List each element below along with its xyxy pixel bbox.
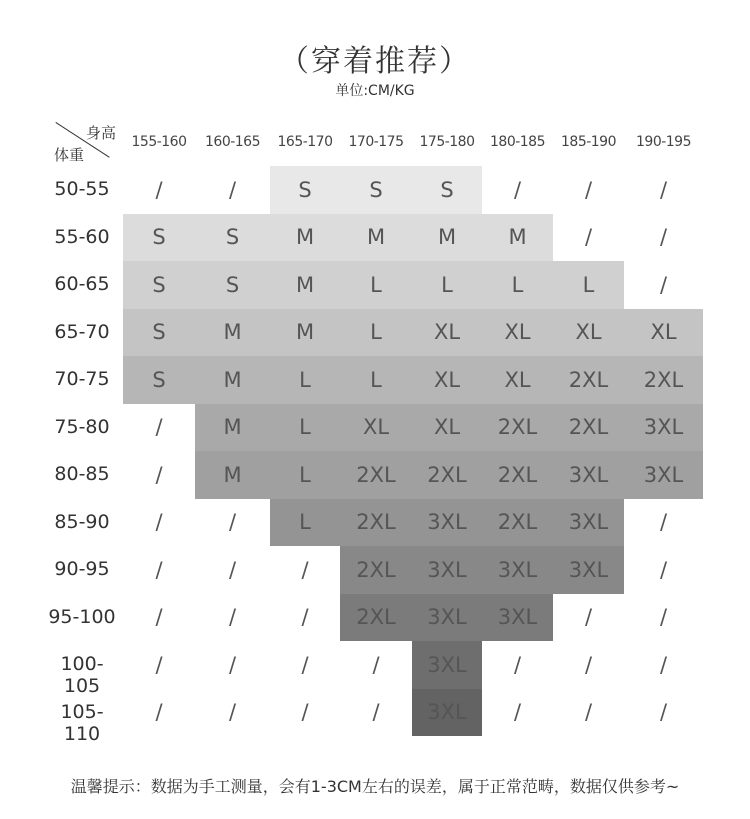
size-cell: M [270,309,340,357]
size-cell: S [195,214,270,262]
footnote: 温馨提示：数据为手工测量，会有1-3CM左右的误差，属于正常范畴，数据仅供参考~ [70,777,680,796]
size-cell: / [659,272,668,297]
size-cell: 3XL [412,546,482,594]
size-cell: 2XL [553,404,624,452]
column-header: 155-160 [131,134,187,150]
size-cell: 3XL [624,404,703,452]
row-header: 65-70 [54,320,110,343]
size-cell: M [270,214,340,262]
size-cell: / [659,510,668,535]
weight-label: 体重 [54,146,85,164]
size-cell: 2XL [412,451,482,499]
size-cell: 2XL [340,451,412,499]
size-cell: / [155,700,163,725]
column-header: 185-190 [561,134,616,150]
column-header: 170-175 [348,134,404,150]
size-cell: L [270,499,340,547]
row-header: 60-65 [54,273,110,295]
size-cell: / [155,510,163,535]
column-header: 180-185 [490,134,545,150]
size-cell: S [123,309,195,357]
size-cell: / [659,177,668,202]
size-cell: / [155,557,163,582]
size-cell: M [195,309,270,357]
size-cell: L [412,261,482,309]
size-cell: 3XL [412,499,482,547]
column-header: 160-165 [205,134,260,150]
size-cell: / [584,177,593,202]
size-cell: M [195,404,270,452]
size-cell: / [659,225,668,250]
size-cell: XL [482,309,553,357]
size-cell: / [155,177,163,202]
size-cell: / [155,605,163,630]
row-header: 75-80 [54,415,110,438]
size-cell: L [270,356,340,404]
size-cell: / [228,652,237,677]
size-cell: M [340,214,412,262]
column-header: 165-170 [277,134,333,150]
size-cell: / [228,510,237,535]
height-label: 身高 [85,124,116,142]
size-cell: 3XL [553,546,624,594]
size-cell: / [372,652,380,677]
size-cell: / [301,605,309,630]
size-cell: 3XL [482,594,553,642]
size-cell: XL [340,404,412,452]
size-cell: 2XL [482,499,553,547]
size-cell: / [513,652,522,677]
size-cell: / [228,700,237,725]
size-cell: / [513,177,522,202]
size-cell: L [270,404,340,452]
column-header: 175-180 [419,134,475,150]
size-cell: / [155,415,163,440]
size-cell: / [584,225,593,250]
size-cell: S [340,166,412,214]
corner-header [52,118,118,164]
row-header: 80-85 [54,463,110,485]
size-cell: / [659,605,668,630]
size-cell: L [340,261,412,309]
size-cell: S [195,261,270,309]
size-cell: / [584,652,593,677]
size-cell: 3XL [412,689,482,737]
size-cell: L [553,261,624,309]
size-cell: XL [624,309,703,357]
size-cell: / [228,557,237,582]
row-header: 90-95 [54,558,110,580]
chart-title: （穿着推荐） [279,44,471,79]
size-cell: 2XL [340,546,412,594]
size-cell: / [659,557,668,582]
size-cell: 2XL [482,404,553,452]
size-cell: XL [482,356,553,404]
row-header: 95-100 [48,605,116,628]
size-cell: 2XL [340,594,412,642]
size-cell: L [270,451,340,499]
size-cell: M [412,214,482,262]
size-cell: L [340,356,412,404]
size-cell: L [340,309,412,357]
size-cell: 3XL [482,546,553,594]
size-cell: M [482,214,553,262]
size-cell: / [228,605,237,630]
size-cell: S [123,214,195,262]
size-cell: / [301,557,309,582]
size-cell: 3XL [553,499,624,547]
size-cell: 2XL [624,356,703,404]
size-cell: / [659,700,668,725]
size-cell: M [270,261,340,309]
size-cell: / [584,700,593,725]
size-cell: 3XL [624,451,703,499]
size-cell: 3XL [553,451,624,499]
size-cell: S [412,166,482,214]
row-header: 85-90 [54,510,110,533]
size-cell: / [372,700,380,725]
size-cell: / [155,652,163,677]
size-cell: / [513,700,522,725]
size-cell: S [123,356,195,404]
row-header: 100-105 [60,653,104,697]
row-header: 50-55 [54,178,110,200]
size-cell: 2XL [553,356,624,404]
size-cell: XL [553,309,624,357]
size-cell: S [123,261,195,309]
unit-label: 单位:CM/KG [335,83,415,99]
column-header: 190-195 [636,134,691,150]
size-cell: XL [412,309,482,357]
size-cell: 2XL [340,499,412,547]
row-header: 55-60 [54,225,110,248]
row-header: 105-110 [60,700,104,745]
size-cell: / [155,462,163,487]
size-cell: 3XL [412,641,482,689]
size-cell: M [195,356,270,404]
size-cell: M [195,451,270,499]
size-cell: S [270,166,340,214]
size-cell: 3XL [412,594,482,642]
size-cell: / [228,177,237,202]
size-cell: L [482,261,553,309]
size-cell: / [301,652,309,677]
size-cell: 2XL [482,451,553,499]
size-cell: / [659,652,668,677]
size-cell: XL [412,356,482,404]
size-cell: / [584,605,593,630]
row-header: 70-75 [54,368,110,390]
size-cell: / [301,700,309,725]
size-cell: XL [412,404,482,452]
